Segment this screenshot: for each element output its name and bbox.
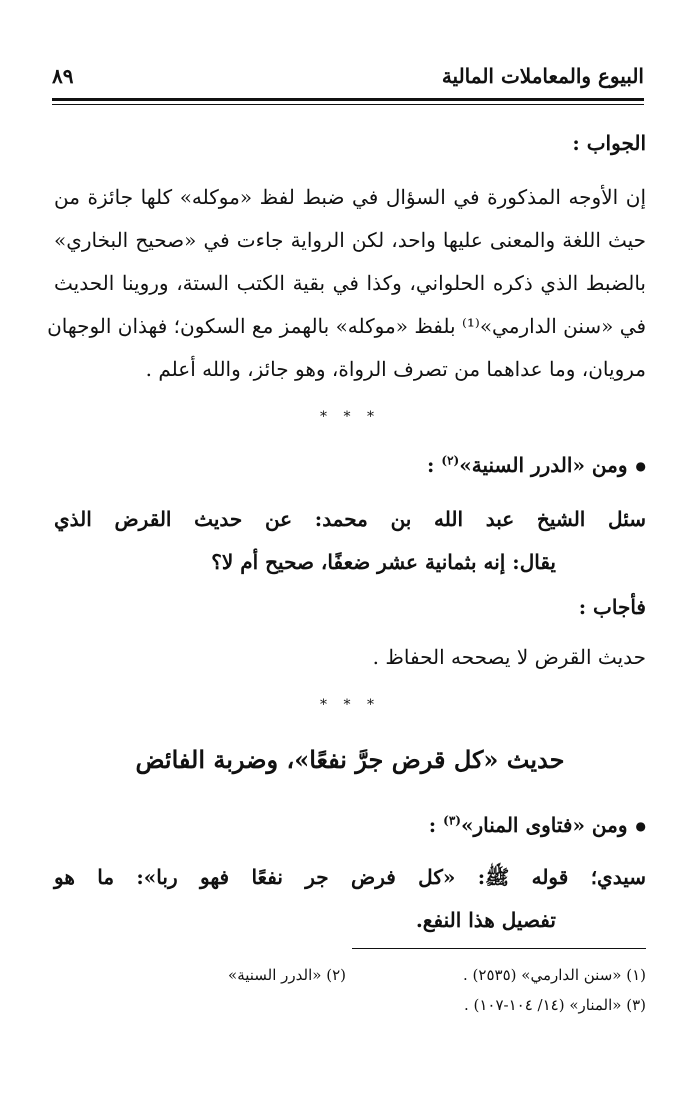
paragraph-line: حيث اللغة والمعنى عليها واحد، لكن الرواية جاءت في «صحيح البخاري»: [54, 228, 646, 252]
question-line: سيدي؛ قوله ﷺ: «كل فرض جر نفعًا فهو ربا»: ما هو: [54, 865, 646, 889]
question-2: [54, 856, 646, 942]
separator-1: [54, 396, 646, 439]
question-line: سئل الشيخ عبد الله بن محمد: عن حديث القرض الذي: [54, 507, 646, 531]
answer-heading: الجواب :: [572, 131, 646, 155]
question-line: تفصيل هذا النفع.: [415, 908, 556, 932]
header-rule-thick: [52, 98, 644, 101]
question-1: [54, 498, 646, 584]
answer-paragraph: [47, 176, 646, 391]
page-header: [52, 58, 644, 98]
footnote-ref: (٣): [443, 813, 461, 828]
source-colon: :: [428, 813, 444, 837]
separator-2: [54, 684, 646, 727]
header-rule-thin: [52, 104, 644, 105]
footnote-2: (٢) «الدرر السنية»: [228, 966, 346, 984]
footnote-rule: [352, 948, 646, 949]
source-title: ومن «الدرر السنية»: [459, 453, 628, 477]
answer-2-text: حديث القرض لا يصححه الحفاظ .: [372, 645, 646, 669]
paragraph-line: بالضبط الذي ذكره الحلواني، وكذا في بقية الكتب الستة، وروينا الحديث: [54, 271, 646, 295]
running-title: البيوع والمعاملات المالية: [441, 64, 644, 88]
answer-2: [54, 586, 646, 629]
page-number: ٨٩: [52, 64, 74, 88]
paragraph-line: مرويان، وما عداهما من تصرف الرواة، وهو جائز، والله أعلم .: [145, 357, 646, 381]
question-line: يقال: إنه بثمانية عشر ضعفًا، صحيح أم لا؟: [211, 550, 556, 574]
asterisk-separator: * * *: [320, 697, 380, 713]
asterisk-separator: * * *: [320, 409, 380, 425]
footnote-3: (٣) «المنار» (١٤/ ١٠٤-١٠٧) .: [463, 996, 646, 1014]
source-colon: :: [427, 453, 442, 477]
source-2: [54, 804, 646, 847]
section-title: حديث «كل قرض جرَّ نفعًا»، وضربة الفائض: [135, 745, 565, 774]
source-1: [54, 444, 646, 487]
section-title-block: [54, 738, 646, 781]
source-title: ومن «فتاوى المنار»: [460, 813, 628, 837]
answer-2-heading: فأجاب :: [578, 595, 646, 619]
footnote-row: [54, 990, 646, 1020]
source-heading: [54, 804, 646, 847]
footnote-row: [54, 960, 646, 990]
paragraph-line: في «سنن الدارمي»⁽¹⁾ بلفظ «موكله» بالهمز مع السكون؛ فهذان الوجهان: [47, 314, 646, 338]
footnote-ref: (٢): [441, 453, 460, 468]
answer-section: [54, 122, 646, 165]
footnote-1: (١) «سنن الدارمي» (٢٥٣٥) .: [463, 966, 646, 984]
answer-2-body: [54, 636, 646, 679]
footnotes: [54, 960, 646, 1020]
paragraph-line: إن الأوجه المذكورة في السؤال في ضبط لفظ «موكله» كلها جائزة من: [54, 185, 646, 209]
source-heading: [54, 444, 646, 487]
